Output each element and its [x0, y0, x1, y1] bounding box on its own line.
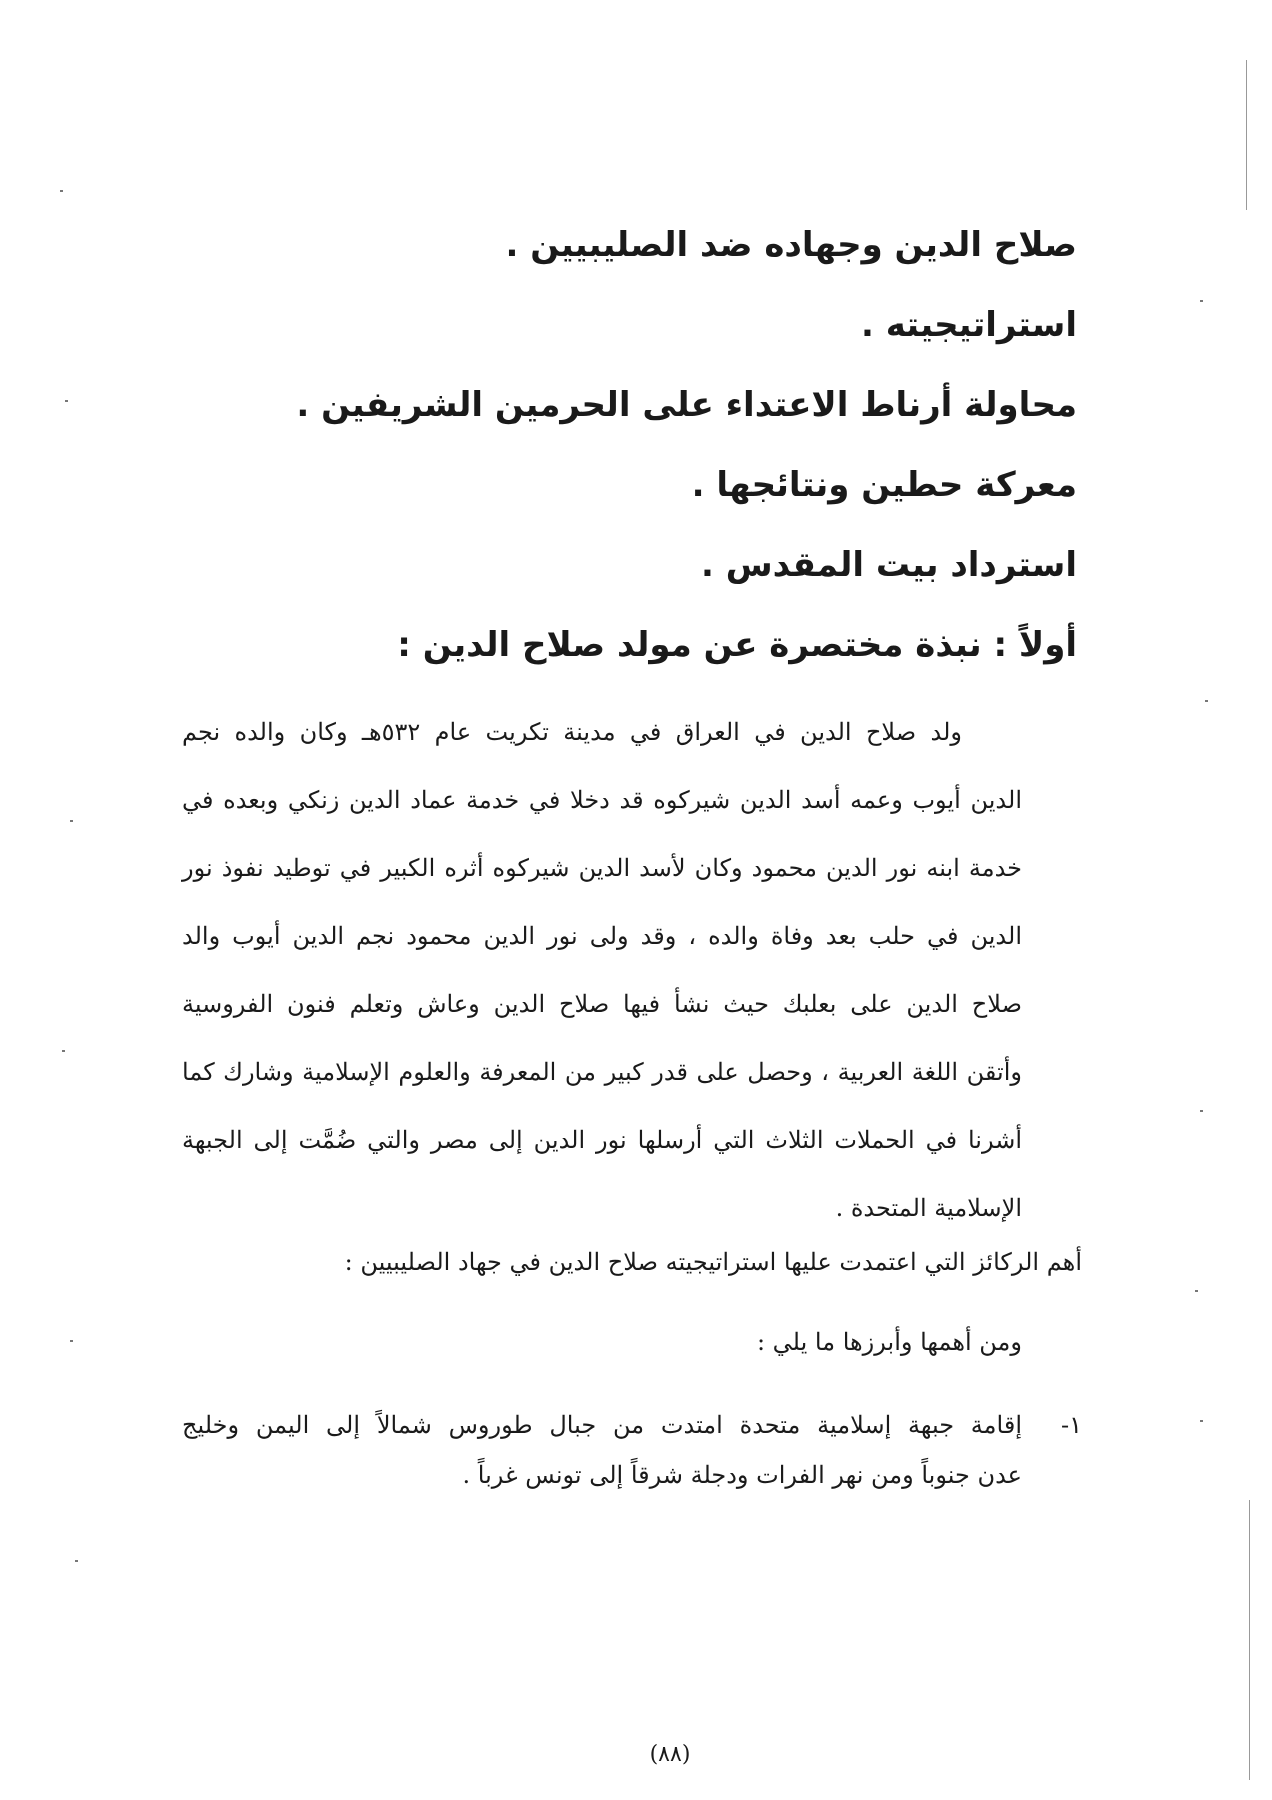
scan-speck: [1200, 1110, 1203, 1112]
scan-edge-line: [1249, 1500, 1250, 1780]
scan-speck: [70, 820, 73, 822]
list-item-line: إقامة جبهة إسلامية متحدة امتدت من جبال طوروس شمالاً إلى اليمن وخليج: [182, 1411, 1022, 1439]
scan-speck: [70, 1340, 73, 1342]
heading-strategy: استراتيجيته .: [860, 305, 1077, 345]
scan-speck: [62, 1050, 65, 1052]
pillars-subheading: ومن أهمها وأبرزها ما يلي :: [756, 1328, 1022, 1356]
scan-speck: [1195, 1290, 1198, 1292]
paragraph-line: ولد صلاح الدين في العراق في مدينة تكريت عام ٥٣٢هـ وكان والده نجم: [182, 718, 962, 746]
paragraph-line: وأتقن اللغة العربية ، وحصل على قدر كبير من المعرفة والعلوم الإسلامية وشارك كما: [182, 1058, 1022, 1086]
scan-speck: [65, 400, 68, 402]
page-number: (٨٨): [649, 1742, 691, 1767]
paragraph-line: الإسلامية المتحدة .: [835, 1194, 1022, 1222]
paragraph-line: الدين أيوب وعمه أسد الدين شيركوه قد دخلا في خدمة عماد الدين زنكي وبعده في: [182, 786, 1022, 814]
heading-jerusalem: استرداد بيت المقدس .: [701, 545, 1077, 585]
list-item-line: عدن جنوباً ومن نهر الفرات ودجلة شرقاً إلى تونس غرباً .: [462, 1461, 1022, 1489]
heading-saladin-jihad: صلاح الدين وجهاده ضد الصليبيين .: [505, 225, 1077, 265]
scan-edge-line: [1246, 60, 1247, 210]
paragraph-line: خدمة ابنه نور الدين محمود وكان لأسد الدين شيركوه أثره الكبير في توطيد نفوذ نور: [182, 854, 1022, 882]
pillars-intro: أهم الركائز التي اعتمدت عليها استراتيجيته صلاح الدين في جهاد الصليبيين :: [344, 1248, 1082, 1276]
heading-reynald-attempt: محاولة أرناط الاعتداء على الحرمين الشريفين .: [296, 385, 1077, 425]
section-headings: [177, 205, 1077, 685]
scan-speck: [1205, 700, 1208, 702]
list-item: [182, 1400, 1082, 1500]
list-item-number: ١-: [1061, 1411, 1082, 1439]
paragraph-line: أشرنا في الحملات الثلاث التي أرسلها نور الدين إلى مصر والتي ضُمَّت إلى الجبهة: [182, 1126, 1022, 1154]
list-item-text: [182, 1400, 1022, 1500]
birth-paragraph: [182, 698, 1082, 1242]
scan-speck: [75, 1560, 78, 1562]
scan-speck: [60, 190, 63, 192]
paragraph-line: الدين في حلب بعد وفاة والده ، وقد ولى نور الدين محمود نجم الدين أيوب والد: [182, 922, 1022, 950]
heading-hattin: معركة حطين ونتائجها .: [691, 465, 1077, 505]
scan-speck: [1200, 300, 1203, 302]
heading-birth-overview: أولاً : نبذة مختصرة عن مولد صلاح الدين :: [397, 625, 1077, 665]
scan-speck: [1200, 1420, 1203, 1422]
paragraph-line: صلاح الدين على بعلبك حيث نشأ فيها صلاح الدين وعاش وتعلم فنون الفروسية: [182, 990, 1022, 1018]
